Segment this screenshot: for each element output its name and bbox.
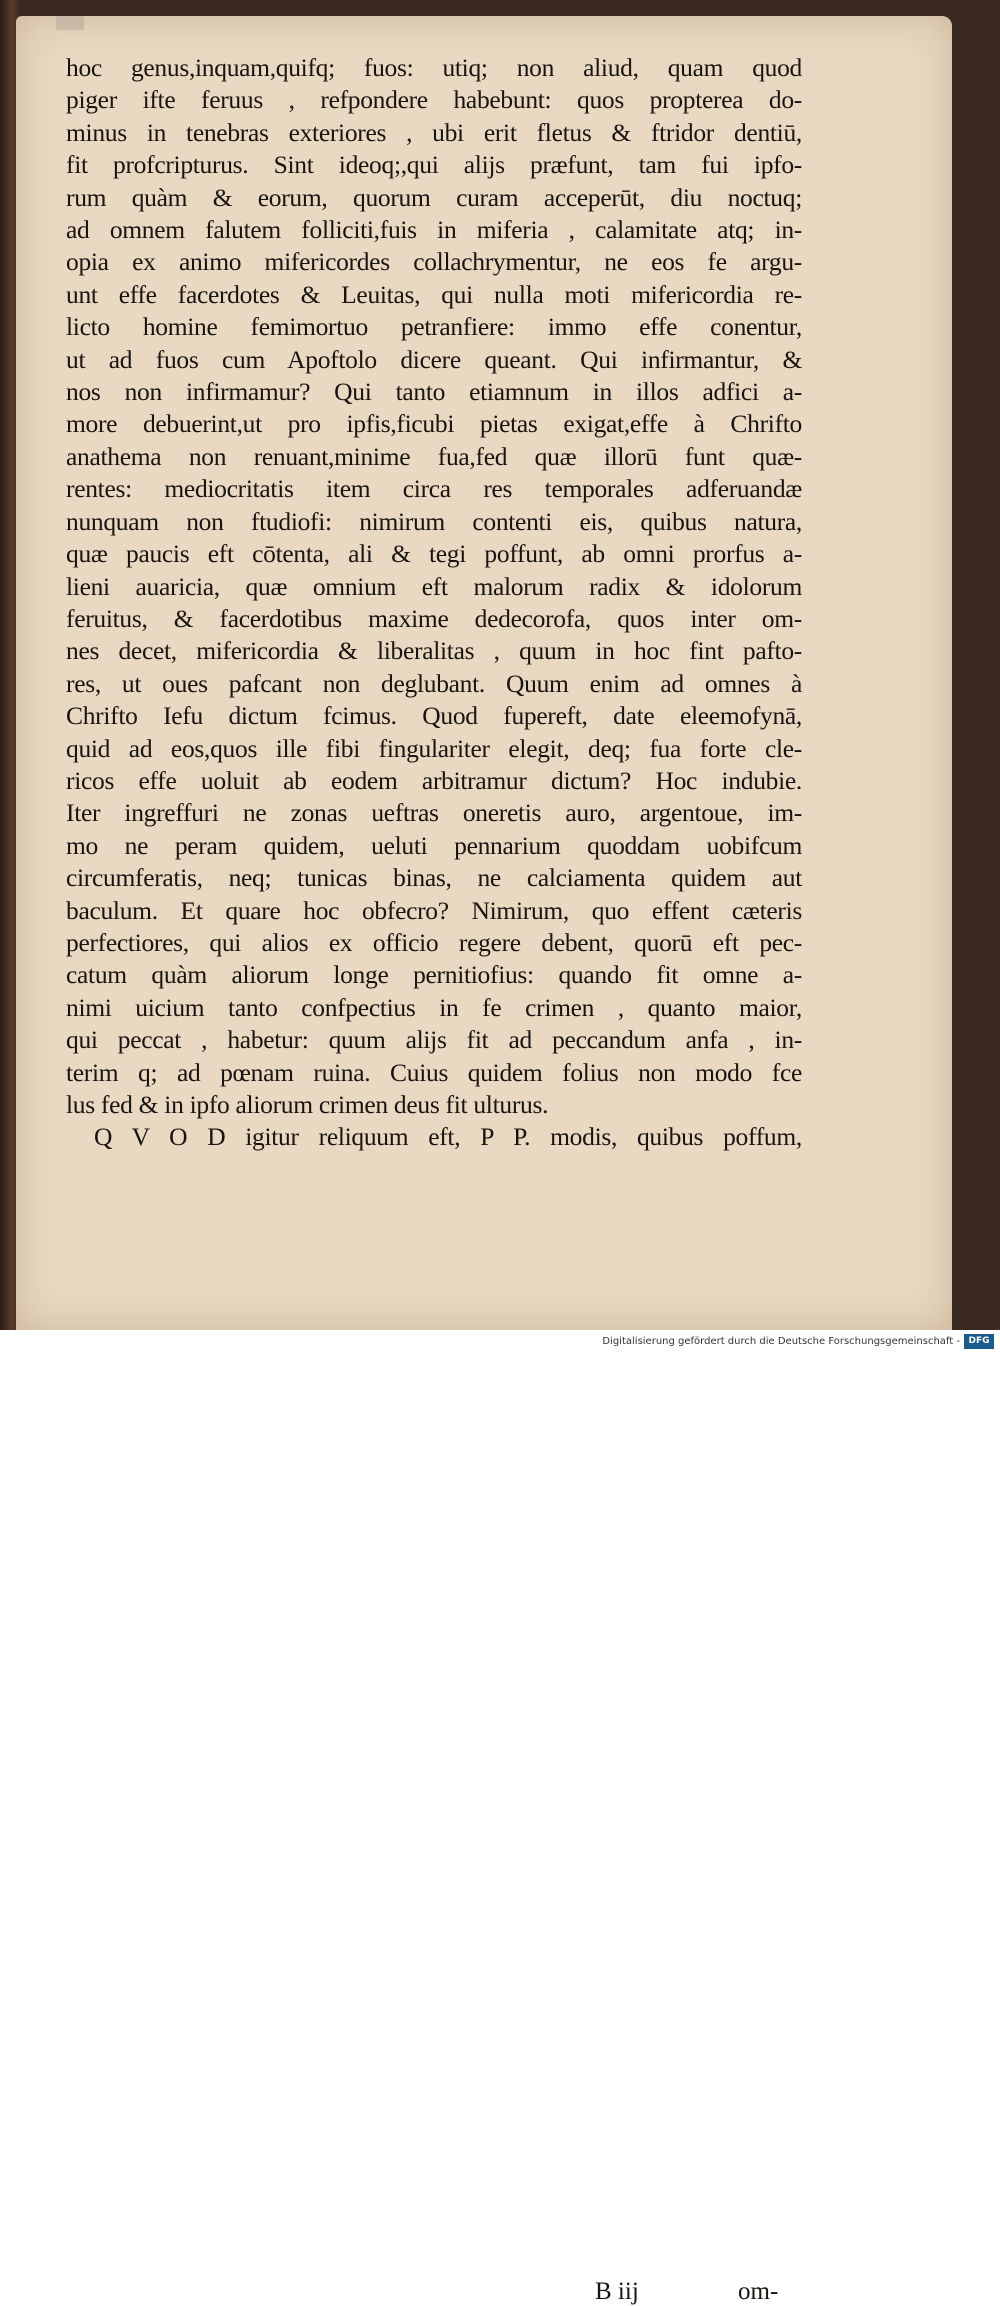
text-line: nes decet, mifericordia & liberalitas , quum in hoc fint pafto-	[66, 636, 802, 666]
text-line: minus in tenebras exteriores , ubi erit fletus & ftridor dentiū,	[66, 117, 802, 147]
text-line: qui peccat , habetur: quum alijs fit ad peccandum anfa , in-	[66, 1025, 802, 1055]
text-line: unt effe facerdotes & Leuitas, qui nulla moti mifericordia re-	[66, 279, 802, 309]
text-line: lus fed & in ipfo aliorum crimen deus fit ulturus.	[66, 1090, 549, 1119]
text-line: fit profcripturus. Sint ideoq;,qui alijs præfunt, tam fui ipfo-	[66, 150, 802, 180]
text-line: more debuerint,ut pro ipfis,ficubi pietas exigat,effe à Chrifto	[66, 409, 802, 439]
text-line: rentes: mediocritatis item circa res temporales adferuandæ	[66, 474, 802, 504]
text-line: quæ paucis eft cōtenta, ali & tegi poffunt, ab omni prorfus a-	[66, 539, 802, 569]
page-text-block	[66, 52, 802, 1154]
text-line: licto homine femimortuo petranfiere: immo effe conentur,	[66, 312, 802, 342]
credit-bar	[0, 1330, 1000, 1354]
text-line: nimi uicium tanto confpectius in fe crimen , quanto maior,	[66, 992, 802, 1022]
funding-credit: Digitalisierung gefördert durch die Deutsche Forschungsgemeinschaft -	[602, 1336, 960, 1347]
text-line: nos non infirmamur? Qui tanto etiamnum in illos adfici a-	[66, 377, 802, 407]
text-line: mo ne peram quidem, ueluti pennarium quoddam uobifcum	[66, 830, 802, 860]
text-line: catum quàm aliorum longe pernitiofius: quando fit omne a-	[66, 960, 802, 990]
text-line: hoc genus,inquam,quifq; fuos: utiq; non aliud, quam quod	[66, 53, 802, 82]
text-line: ut ad fuos cum Apoftolo dicere queant. Qui infirmantur, &	[66, 344, 802, 374]
text-line: Q V O D igitur reliquum eft, P P. modis, quibus poffum,	[94, 1122, 802, 1152]
catchword: om-	[738, 2278, 779, 2305]
text-line: quid ad eos,quos ille fibi fingulariter elegit, deq; fua forte cle-	[66, 733, 802, 763]
signature-mark: B iij	[595, 2278, 639, 2305]
text-line: feruitus, & facerdotibus maxime dedecorofa, quos inter om-	[66, 603, 802, 633]
text-line: Iter ingreffuri ne zonas ueftras oneretis auro, argentoue, im-	[66, 798, 802, 828]
text-line: opia ex animo mifericordes collachrymentur, ne eos fe argu-	[66, 247, 802, 277]
text-line: ricos effe uoluit ab eodem arbitramur dictum? Hoc indubie.	[66, 765, 802, 795]
text-line: terim q; ad pœnam ruina. Cuius quidem folius non modo fce	[66, 1057, 802, 1087]
text-line: nunquam non ftudiofi: nimirum contenti eis, quibus natura,	[66, 506, 802, 536]
text-line: anathema non renuant,minime fua,fed quæ illorū funt quæ-	[66, 441, 802, 471]
dfg-logo-icon: DFG	[964, 1334, 994, 1349]
text-line: res, ut oues pafcant non deglubant. Quum enim ad omnes à	[66, 668, 802, 698]
text-line: rum quàm & eorum, quorum curam acceperūt, diu noctuq;	[66, 182, 802, 212]
text-line: Chrifto Iefu dictum fcimus. Quod fupereft, date eleemofynā,	[66, 701, 802, 731]
text-line: circumferatis, neq; tunicas binas, ne calciamenta quidem aut	[66, 863, 802, 893]
text-line: perfectiores, qui alios ex officio regere debent, quorū eft pec-	[66, 927, 802, 957]
page-corner-tab	[56, 16, 84, 30]
text-line: lieni auaricia, quæ omnium eft malorum radix & idolorum	[66, 571, 802, 601]
text-line: ad omnem falutem folliciti,fuis in miferia , calamitate atq; in-	[66, 215, 802, 245]
text-line: baculum. Et quare hoc obfecro? Nimirum, quo effent cæteris	[66, 895, 802, 925]
text-line: piger ifte feruus , refpondere habebunt: quos propterea do-	[66, 85, 802, 115]
